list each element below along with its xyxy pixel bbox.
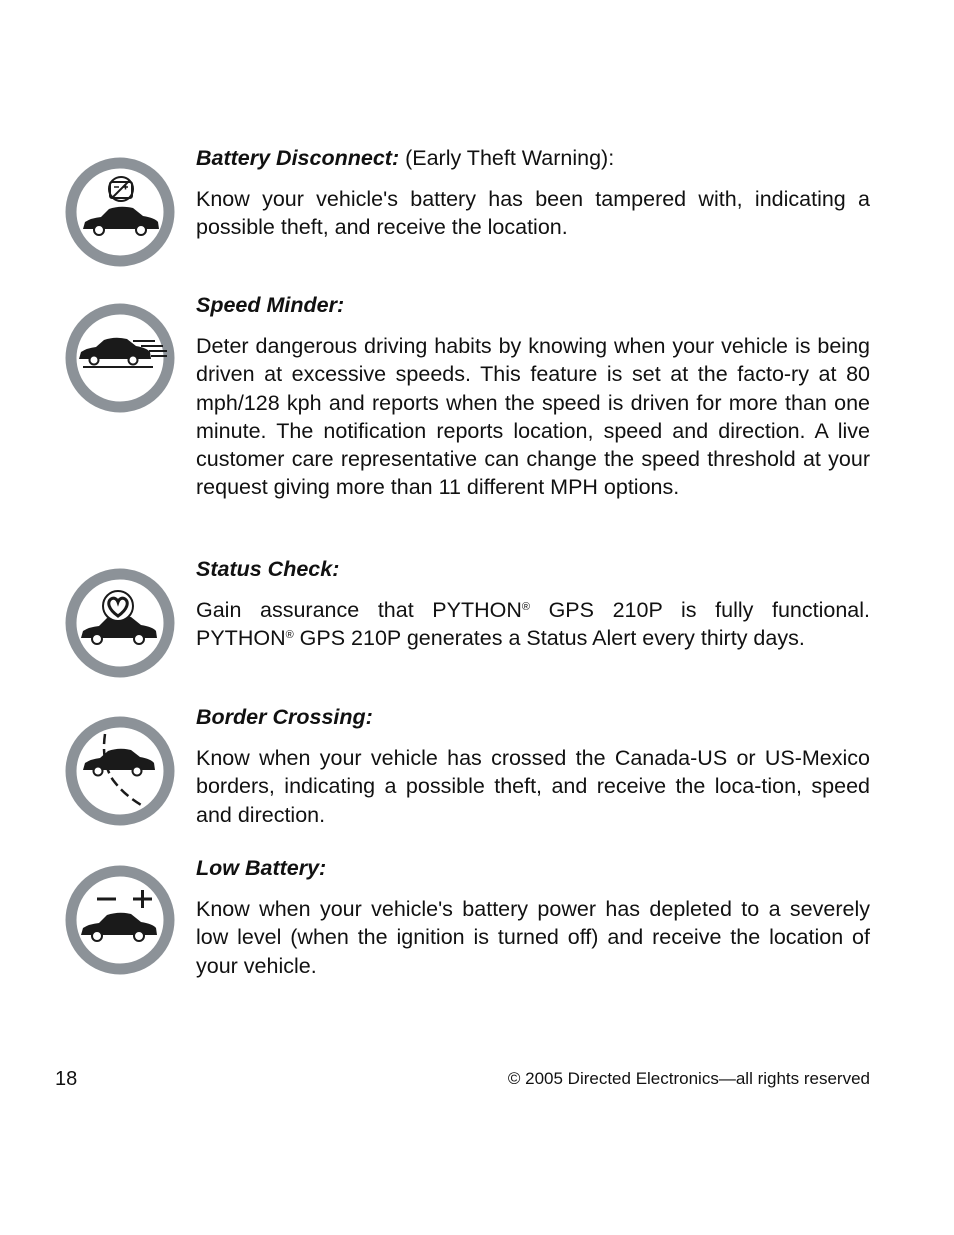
heading-label: Battery Disconnect: (196, 146, 400, 170)
low-battery-car-icon (63, 863, 177, 977)
heading-suffix: (Early Theft Warning): (399, 146, 615, 170)
feature-heading (196, 855, 870, 881)
heart-car-icon (63, 566, 177, 680)
heading-label: Speed Minder: (196, 293, 345, 317)
registered-mark: ® (521, 601, 530, 613)
feature-description: Know your vehicle's battery has been tampered with, indicating a possible theft, and receive the location. (196, 187, 870, 240)
feature-text (196, 145, 870, 242)
body-text-part: GPS 210P is fully functional. PYTHON (196, 598, 870, 651)
feature-description (196, 596, 870, 653)
feature-text (196, 704, 870, 829)
feature-heading (196, 556, 870, 582)
feature-text (196, 556, 870, 653)
heading-label: Low Battery: (196, 856, 327, 880)
heading-label: Border Crossing: (196, 705, 373, 729)
feature-heading (196, 704, 870, 730)
border-crossing-car-icon (63, 714, 177, 828)
registered-mark: ® (285, 629, 294, 642)
speeding-car-icon (63, 301, 177, 415)
feature-text (196, 855, 870, 980)
page-number: 18 (55, 1068, 78, 1090)
feature-description: Know when your vehicle's battery power has depleted to a severely low level (when the ignition is turned off) and receive the location of your vehicle. (196, 897, 870, 978)
feature-description: Deter dangerous driving habits by knowing when your vehicle is being driven at excessive speeds. This feature is set at the facto-ry at 80 mph/128 kph and reports when the speed is driven for more than one minute. The notification reports location, speed and direction. A live customer care representative can change the speed threshold at your request giving more than 11 different MPH options. (196, 334, 870, 500)
copyright-notice: © 2005 Directed Electronics—all rights reserved (507, 1069, 870, 1088)
body-text-part: Gain assurance that PYTHON (196, 598, 522, 622)
body-text-part: GPS 210P generates a Status Alert every thirty days. (293, 626, 805, 651)
feature-heading (196, 292, 870, 318)
heading-label: Status Check: (196, 557, 340, 581)
battery-disconnect-car-icon (63, 155, 177, 269)
feature-heading (196, 145, 870, 171)
feature-text (196, 292, 870, 502)
feature-description: Know when your vehicle has crossed the Canada-US or US-Mexico borders, indicating a possible theft, and receive the loca-tion, speed and direction. (196, 746, 870, 827)
